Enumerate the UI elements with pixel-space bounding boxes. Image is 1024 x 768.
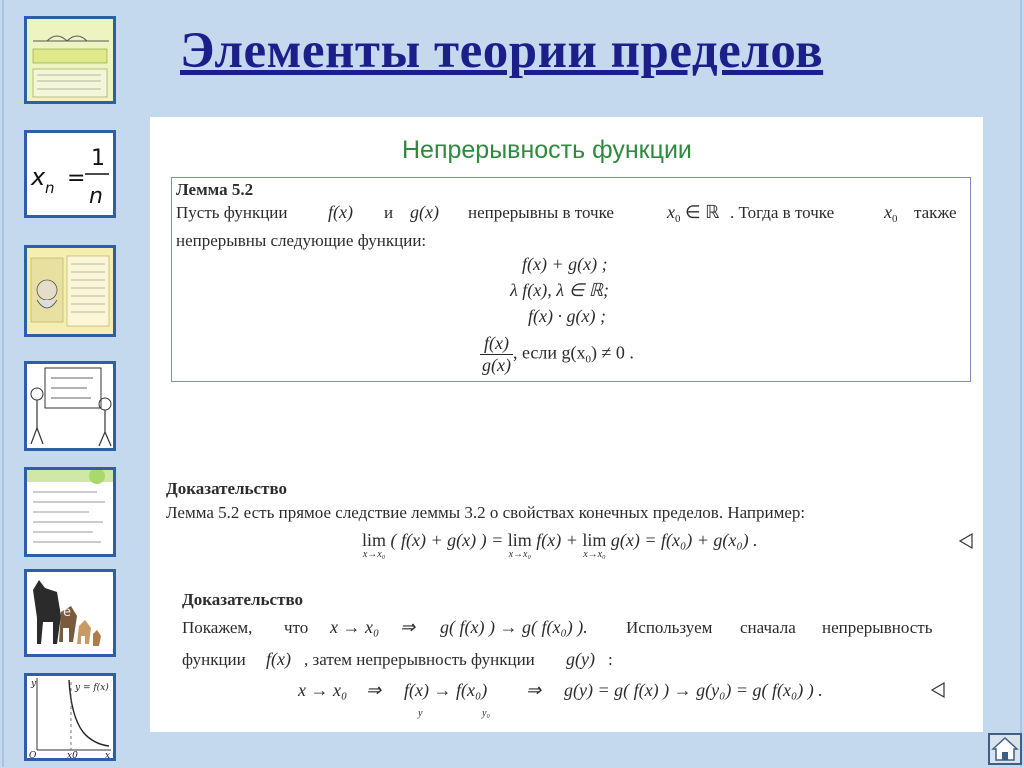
slide-thumb-5[interactable] [24,467,116,557]
proof1-heading: Доказательство [166,479,288,498]
proof1-text: Лемма 5.2 есть прямое следствие леммы 3.2 о свойствах конечных пределов. Например: [166,503,806,522]
formula-num: 1 [91,146,105,171]
lemma-line1-b: непрерывны в точке [468,203,614,222]
graph-curve-label: y = f(x) [75,683,109,693]
proof2-arrow: ⇒ [400,617,416,637]
graph-origin: O [29,751,37,758]
slide-thumb-4[interactable] [24,361,116,451]
lemma-f: f(x) [328,202,353,222]
slide-thumb-1[interactable] [24,16,116,104]
proof2-line3-a: x → x₀ [298,680,348,700]
proof2-m1: x → x₀ [330,617,380,637]
proof2-line2-g: g(y) [566,649,595,669]
proof2-under-y0: y₀ [482,708,490,719]
frame-left-line [2,0,4,767]
slide-thumb-6[interactable] [24,569,116,657]
proof2-line2-f: f(x) [266,649,291,669]
proof2-line2-b: , затем непрерывность функции [304,650,535,669]
dogs-label: e [63,605,71,620]
proof2-w4: сначала [740,618,796,637]
frame-right-line [1020,0,1022,767]
lemma-line1-d: также [914,203,957,222]
proof2-w1: Покажем, [182,618,253,637]
lemma-item1: f(x) + g(x) ; [522,254,608,274]
proof1-formula: lim x→x₀ ( f(x) + g(x) ) = lim x→x₀ f(x) + lim x→x₀ g(x) = f(x₀) + g(x₀) . [362,530,758,560]
proof2-line2-a: функции [182,650,246,669]
graph-point: x0 [67,751,78,758]
home-icon [990,735,1020,763]
formula-var: x [31,163,46,191]
graph-axis-y: y [31,679,37,689]
lemma-heading: Лемма 5.2 [176,180,254,199]
formula-sub: n [45,179,55,197]
slide-subtitle: Непрерывность функции [402,136,692,164]
formula-den: n [89,184,103,209]
portrait-slide-icon [27,248,113,334]
proof2-w3: Используем [626,618,713,637]
home-button[interactable] [988,733,1022,765]
lemma-line1-a: Пусть функции [176,203,288,222]
proof1-end-triangle-icon [958,532,974,550]
lemma-item2: λ f(x), λ ∈ ℝ; [510,280,609,300]
lemma-point: $x_0$ ∈ ℝ [667,202,720,225]
proof2-line3-b: ⇒ [366,680,382,700]
proof2-w2: что [284,618,309,637]
proof2-under-y: y [418,708,423,719]
proof2-heading: Доказательство [182,590,304,609]
lemma-and: и [384,203,394,222]
proof2-end-triangle-icon [930,681,946,699]
lemma-item3: f(x) · g(x) ; [528,306,606,326]
page-title: Элементы теории пределов [180,23,824,79]
slide-thumb-3[interactable] [24,245,116,337]
dogs-slide-icon [27,572,113,654]
function-graph-icon [27,676,113,758]
limit-properties-slide-icon [27,470,113,554]
lemma-point2: $x_0$ [884,202,898,225]
proof2-line2-c: : [608,650,613,669]
slide-thumb-2[interactable] [24,130,116,218]
graph-axis-x: x [105,751,111,758]
formula-eq: = [67,166,86,191]
slide-thumb-7[interactable] [24,673,116,761]
lemma-g: g(x) [410,202,439,222]
lemma-line2: непрерывны следующие функции: [176,231,427,250]
proof2-line3-e: g(y) = g( f(x) ) → g(y₀) = g( f(x₀) ) . [564,680,823,700]
lemma-line1-c: . Тогда в точке [730,203,835,222]
proof2-w5: непрерывность [822,618,933,637]
limits-cartoon-icon [27,364,113,448]
proof2-m2: g( f(x) ) → g( f(x₀) ). [440,617,588,637]
number-line-slide-icon [27,19,113,101]
sequence-formula-icon [27,133,113,215]
proof2-line3-d: ⇒ [526,680,542,700]
lemma-item4: $\frac{f(x)}{g(x)}$ , если $g(x_0) \ne 0$ . [482,333,634,375]
proof2-line3-c: f(x) → f(x₀) [404,680,488,700]
